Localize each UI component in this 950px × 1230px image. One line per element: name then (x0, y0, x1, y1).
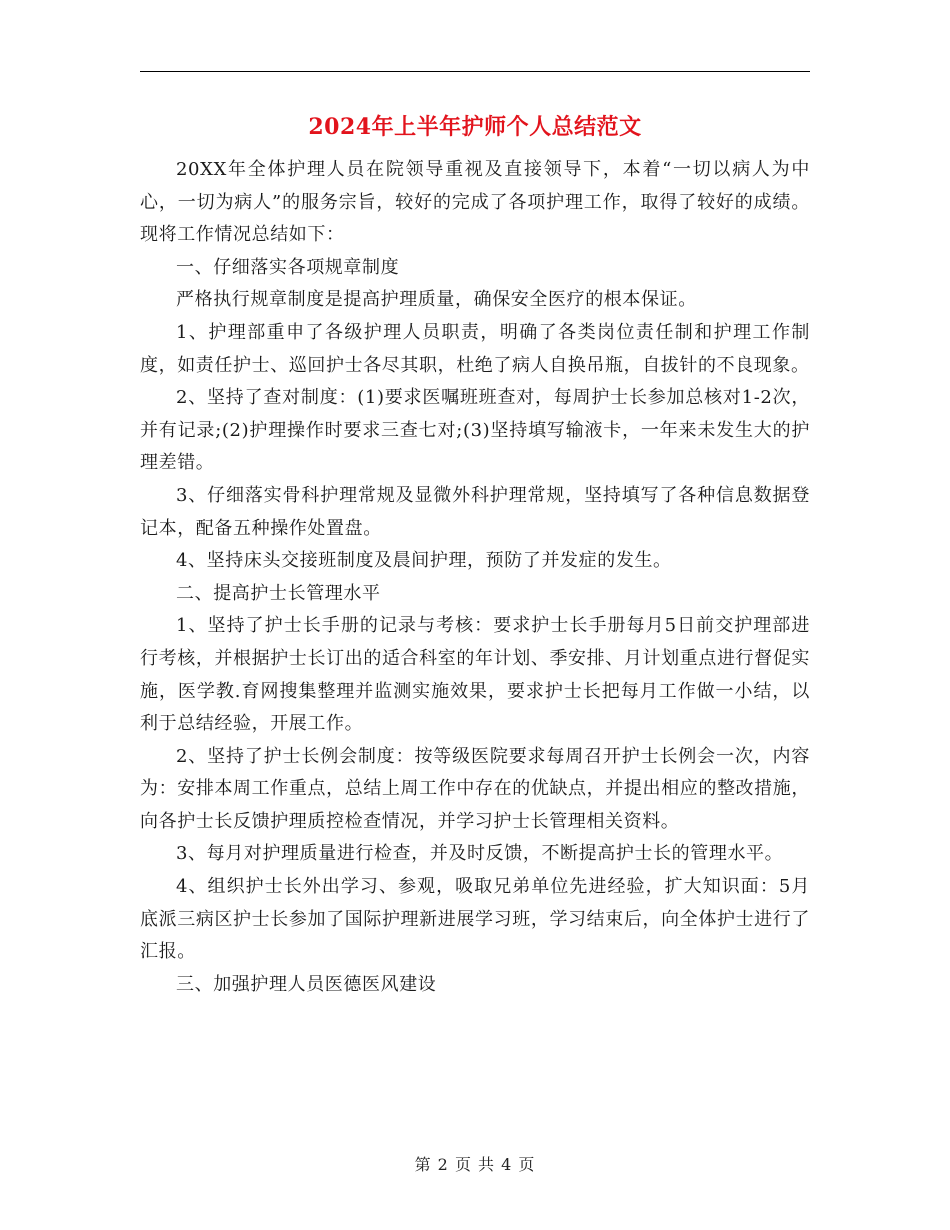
section-heading-2: 二、提高护士长管理水平 (176, 582, 381, 604)
paragraph: 2、坚持了护士长例会制度：按等级医院要求每周召开护士长例会一次，内容为：安排本周工作重点，总结上周工作中存在的优缺点，并提出相应的整改措施，向各护士长反馈护理质控检查情况，并学习护士长管理相关资料。 (140, 745, 810, 832)
page-footer: 第 2 页 共 4 页 (414, 1155, 536, 1174)
paragraph: 1、护理部重申了各级护理人员职责，明确了各类岗位责任制和护理工作制度，如责任护士、巡回护士各尽其职，杜绝了病人自换吊瓶，自拔针的不良现象。 (140, 321, 810, 376)
paragraph-intro: 20XX年全体护理人员在院领导重视及直接领导下，本着“一切以病人为中心，一切为病人”的服务宗旨，较好的完成了各项护理工作，取得了较好的成绩。现将工作情况总结如下： (140, 159, 810, 246)
section-heading-1: 一、仔细落实各项规章制度 (176, 256, 400, 278)
document-body (140, 154, 810, 1001)
section-heading-3: 三、加强护理人员医德医风建设 (176, 973, 437, 995)
header-rule (140, 71, 810, 72)
paragraph: 4、坚持床头交接班制度及晨间护理，预防了并发症的发生。 (176, 550, 672, 572)
paragraph: 3、仔细落实骨科护理常规及显微外科护理常规，坚持填写了各种信息数据登记本，配备五种操作处置盘。 (140, 484, 810, 539)
paragraph: 2、坚持了查对制度：(1)要求医嘱班班查对，每周护士长参加总核对1-2次，并有记录;(2)护理操作时要求三查七对;(3)坚持填写输液卡，一年来未发生大的护理差错。 (140, 387, 810, 474)
document-title: 2024年上半年护师个人总结范文 (308, 114, 642, 140)
paragraph: 1、坚持了护士长手册的记录与考核：要求护士长手册每月5日前交护理部进行考核，并根据护士长订出的适合科室的年计划、季安排、月计划重点进行督促实施，医学教.育网搜集整理并监测实施效果，要求护士长把每月工作做一小结，以利于总结经验，开展工作。 (140, 615, 810, 735)
paragraph: 3、每月对护理质量进行检查，并及时反馈，不断提高护士长的管理水平。 (176, 843, 784, 865)
paragraph: 严格执行规章制度是提高护理质量，确保安全医疗的根本保证。 (176, 289, 697, 311)
paragraph: 4、组织护士长外出学习、参观，吸取兄弟单位先进经验，扩大知识面：5月底派三病区护士长参加了国际护理新进展学习班，学习结束后，向全体护士进行了汇报。 (140, 876, 810, 963)
